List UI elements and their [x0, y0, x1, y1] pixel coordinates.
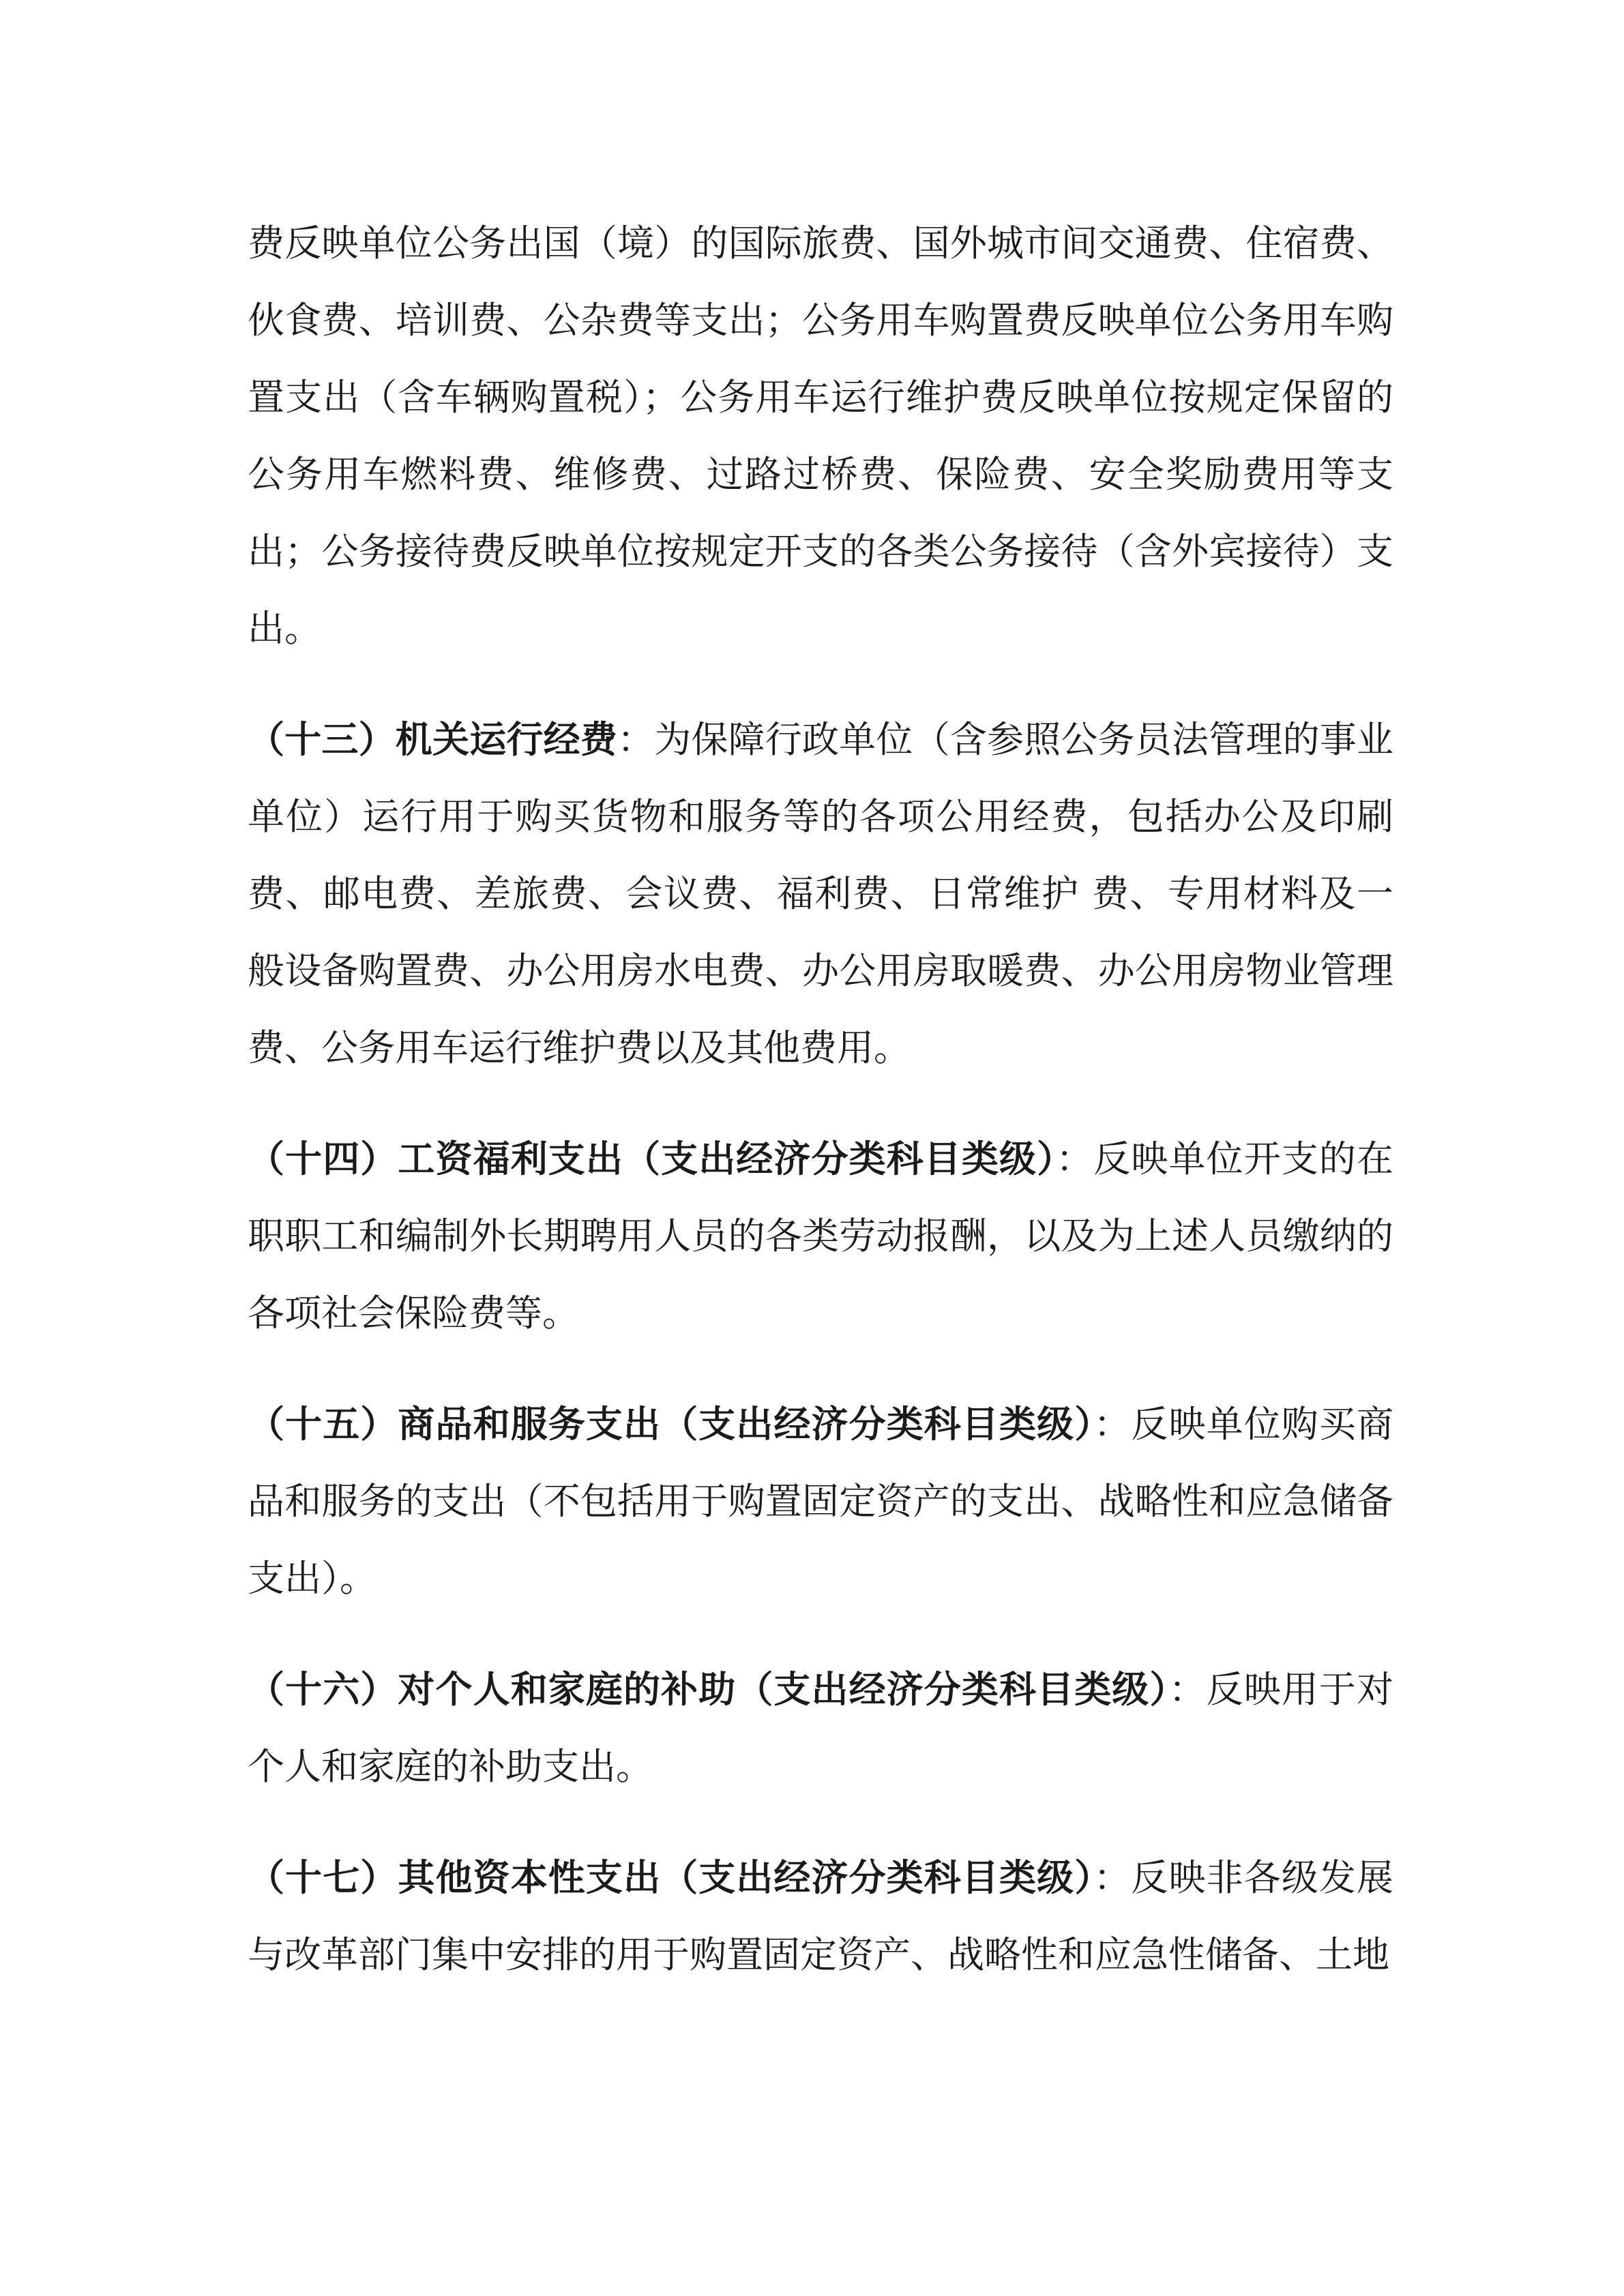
section-heading: （十三）机关运行经费 [248, 717, 617, 761]
document-body [248, 205, 1393, 1993]
paragraph-continuation [248, 205, 1393, 667]
paragraph-section-15 [248, 1386, 1393, 1617]
section-heading: （十六）对个人和家庭的补助（支出经济分类科目类级） [248, 1667, 1169, 1711]
section-heading: （十七）其他资本性支出（支出经济分类科目类级） [248, 1855, 1094, 1899]
section-heading: （十五）商品和服务支出（支出经济分类科目类级） [248, 1402, 1094, 1446]
paragraph-text: ：反映非各级发展与改革部门集中安排的用于购置固定资产、战略性和应急性储备、土地 [248, 1856, 1394, 1976]
paragraph-section-13 [248, 701, 1393, 1086]
paragraph-text: 费反映单位公务出国（境）的国际旅费、国外城市间交通费、住宿费、伙食费、培训费、公杂费等支出；公务用车购置费反映单位公务用车购置支出（含车辆购置税）；公务用车运行维护费反映单位按规定保留的公务用车燃料费、维修费、过路过桥费、保险费、安全奖励费用等支出；公务接待费反映单位按规定开支的各类公务接待（含外宾接待）支出。 [248, 222, 1393, 650]
paragraph-text: ：反映单位开支的在职职工和编制外长期聘用人员的各类劳动报酬，以及为上述人员缴纳的各项社会保险费等。 [248, 1137, 1394, 1335]
paragraph-text: ：为保障行政单位（含参照公务员法管理的事业单位）运行用于购买货物和服务等的各项公用经费，包括办公及印刷费、邮电费、差旅费、会议费、福利费、日常维护 费、专用材料及一般设备购置费、办公用房水电费、办公用房取暖费、办公用房物业管理费、公务用车运行维护费以及其他费用。 [248, 718, 1393, 1069]
paragraph-section-17 [248, 1839, 1393, 1993]
paragraph-text: ：反映用于对个人和家庭的补助支出。 [248, 1668, 1393, 1788]
section-heading: （十四）工资福利支出（支出经济分类科目类级） [248, 1137, 1057, 1180]
paragraph-text: ：反映单位购买商品和服务的支出（不包括用于购置固定资产的支出、战略性和应急储备支出）。 [248, 1403, 1394, 1600]
paragraph-section-14 [248, 1120, 1393, 1352]
paragraph-section-16 [248, 1651, 1393, 1805]
